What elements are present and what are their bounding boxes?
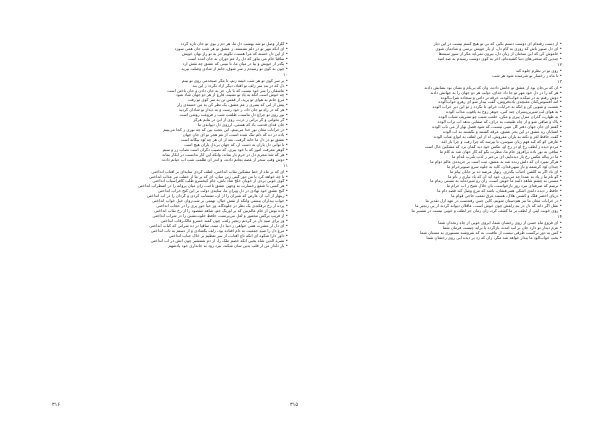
verse-line: • خاموش کن که این سخنان از زبانِ دل، بیرون نمی‌آید مگر از سوزِ سینه‌ها — [438, 51, 562, 56]
verse-line: • از فریبِ نرگسِ مخمور و لعلِ می‌پرست، حافظِ خلوت‌نشین را در شراب انداختی — [152, 214, 288, 218]
verse-line: • چه خوش است آنکه به یادِ تو نشیند، فارغ از هر دو جهان شاد شود — [175, 93, 288, 98]
verse-line: • مرغِ جانم به هوای تو پرید، از قفسِ تن به سرِ کوی تو رفت — [187, 98, 288, 103]
verse-line: • هرگز نمیرد آن که دلش زنده شد به عشق، ثبت است بر جریده‌ی عالم دوامِ ما — [430, 159, 562, 164]
verse-line: • وز برای صیدِ دل در گردنم زنجیرِ زلف، چون کمند خسروِ مالک‌رقاب انداختی — [160, 218, 288, 223]
verse-line: • باده در ده که دلم تنگ شده است، از غمِ هجرِ تو ای جانِ جهان — [182, 132, 288, 137]
verse-line: • داورِ دارا شکوه ای آنکه تاجِ آفتاب، از سرِ تعظیم بر خاکِ جناب انداختی — [168, 233, 288, 238]
verse-line: • دوش رفتم به درِ میکده خواب‌آلوده، خرقه تر دامن و سجاده شراب‌آلوده — [440, 95, 562, 100]
verse-line: • مستی به چشمِ شاهدِ دلبندِ ما خوش است، زان رو سپرده‌اند به مستی زمامِ ما — [430, 179, 562, 184]
verse-line: • باده نوش از جامِ عالم‌بین که بر اورنگِ جم، شاهدِ مقصود را از رخ نقاب انداختی — [154, 209, 288, 214]
verse-line: • چندان بُوَد کرشمه و نازِ سهی‌قدان، کاید به جلوه سروِ صنوبرخرامِ ما — [446, 164, 562, 169]
verse-line: • به هوای لبِ شیرین‌پسران چند کنی، جوهرِ روح به یاقوتِ مذاب آلوده — [446, 110, 562, 115]
verse-line: • ما در پیاله عکسِ رخِ یار دیده‌ایم، ای بی‌خبر ز لذتِ شُربِ مُدامِ ما — [452, 154, 562, 159]
verse-line: • بگذر از خویش و بیا در میانِ ما، تا ببینی که عشق چه نقش آرد — [182, 61, 288, 66]
right-page-number: ۳۱۵ — [290, 402, 299, 408]
verse-line: • شست و شویی کن و آنگه به خرابات خرام، تا نگردد ز تو این دیرِ خراب آلوده — [432, 105, 562, 110]
verse-line: • گو نامِ ما ز یاد به عمدا چه می‌بری، خود آید آن که یاد نیاری ز نامِ ما — [448, 174, 562, 179]
verse-line: • روی تو در نظرم جلوه کند — [515, 68, 562, 73]
verse-line: • مرغِ دل را صیدِ جمعیت به دام افتاده بود، زلف بگشادی و از دستم به تاب انداختی — [150, 228, 288, 233]
verse-line: • تا ماه ز رخسارِ تو شرمنده شود هر شب — [492, 73, 562, 78]
verse-line: • عقل اگر داند که دل در بندِ زلفش چون خوش است، عاقلان دیوانه گردند از پیِ زنجیرِ ما — [415, 204, 562, 209]
verse-line: • گوهرِ معرفت آموز که با خود ببری، که نصیبِ دگران است نصابِ زر و سیم — [162, 147, 288, 152]
verse-line: • گلزارِ وصلِ تو شد بهشتِ دلِ ما، هر دم ز بوی تو جان تازه گردد — [180, 42, 288, 46]
verse-section — [326, 79, 562, 214]
verse-line: • بر سرِ کوی تو هر شب خیمه زنم، تا مگر صبحدمی روی تو بینم — [181, 78, 288, 83]
verse-line: • ای که بر ماه از خطِ مشکین نقاب انداختی، لطف کردی سایه‌ای بر آفتاب انداختی — [151, 169, 288, 174]
verse-section — [326, 42, 562, 62]
verse-line: • آمد افسوس‌کنان مغبچه‌ی باده‌فروش، گفت بیدار شو ای رهروِ خواب‌آلوده — [438, 100, 562, 105]
verse-line: • چندین که سختی‌های دنیا کشیده‌ام، آخر به کوی دوست رسیدم به صد امید — [437, 56, 562, 61]
verse-line: • گوی خوبی بردی از خوبانِ خلخ شاد باش، جامِ کیخسرو طلب کافراسیاب انداختی — [152, 179, 288, 184]
verse-line: • عاشقان را سرِ خود نیست که با یار، جز به جان دادن و جان باختن است — [167, 88, 288, 93]
verse-line: • از این دلِ خسته که مرا هست، نگویم جز به تو راز نهانِ خویش — [181, 51, 288, 56]
verse-line: • پرده از رخ برفکندی یک نظر در جلوه‌گاه، وز حیا حورِ پری را در حجاب انداختی — [156, 204, 288, 209]
verse-line: • هر که را در دلِ خود مهرِ تو جا داد خدای، دولتِ هر دو جهان را به جهانش دادند — [430, 90, 562, 95]
verse-line: • عزمِ دیدارِ تو دارد جانِ بر لب آمده، بازگردد یا برآید چیست فرمانِ شما — [442, 225, 562, 230]
verse-line: • چون به کوی تو رسیدم ز سرِ شوق، جانم از شادیِ وصلت بپرید — [181, 66, 288, 71]
verse-line: • روی خوبت آیتی از لطف بر ما کشف کرد، زان زمان جز لطف و خوبی نیست در تفسیرِ ما — [411, 209, 562, 214]
verse-line: • ای دل صبور باش که روزی به کامِ دل، از یار خویش برسی و شادمان شوی — [435, 46, 562, 51]
right-page — [326, 42, 562, 392]
verse-line: • هر که در راهِ تو جان داد، ز خود رست و به دیدارِ تو شادان گردید — [178, 108, 288, 113]
verse-line: • تا توانی دلِ یاران به دست آر، که جهان بی‌دلِ یاران هیچ است — [184, 142, 288, 147]
verse-line: • ای آنکه مهرِ تو در دلم نشسته، ز عشقِ تو هر شب جان همی سوزد — [174, 46, 288, 51]
verse-line: • دوش وقتِ سحر از غصه نجاتم دادند، و اندر آن ظلمتِ شب آبِ حیاتم دادند — [161, 157, 288, 162]
verse-line: • به طهارت گذران منزلِ پیری و مکن، خلعتِ شیب چو تشریفِ شباب آلوده — [438, 115, 562, 120]
verse-section — [52, 42, 288, 72]
left-page — [52, 42, 288, 392]
verse-line: • ای فروغِ ماهِ حسن از روی رخشانِ شما، آبروی خوبی از چاهِ زنخدانِ شما — [438, 221, 562, 225]
verse-section — [326, 214, 562, 241]
verse-line: • پیش از آنی که بمیری ز غمِ عشق، یک نظر کن به منِ خسته‌ی زار — [177, 103, 288, 108]
verse-line: • کس به دورِ نرگست طَرفی نبست از عافیت، به که نفروشند مستوری به مستانِ شما — [420, 230, 562, 235]
verse-section — [326, 62, 562, 79]
verse-line: • گر بخوانی و گر برانی ز درت، روی از این در نتابم هرگز — [193, 118, 288, 123]
section-number: ۱۱ — [283, 163, 288, 169]
section-number: ۱۴ — [557, 215, 562, 220]
section-number: ۱۰ — [283, 72, 288, 78]
verse-line: • در خرابات مغان ما نیز هم‌دستان شویم، کاین چنین رفته‌ست در عهدِ ازل تقدیرِ ما — [425, 199, 562, 204]
verse-line: • عشقِ تو در دلِ ما خانه گرفت، بعد از آن هر چه بُوَد بیگانه است — [180, 137, 288, 142]
verse-line: • نورِ روی تو چراغِ دلِ ماست، ظلمتِ شب ز فروغت روشن است — [179, 113, 288, 118]
verse-line: • دریای اخضرِ فلک و کشتیِ هلال، هستند غرقِ نعمتِ حاجی قوامِ ما — [451, 194, 562, 199]
verse-line: • حافظ ز دیده دانه‌ی اشکی همی‌فشان، باشد که مرغِ وصل کند قصدِ دامِ ما — [437, 189, 562, 194]
verse-section — [52, 72, 288, 163]
verse-line: • گفتم ای جانِ جهان دفترِ گل عیبی نیست، که شود فصلِ بهار از میِ ناب آلوده — [432, 125, 562, 130]
verse-line: • جان فدای قدمت باد که هستی، آرزوی دلِ دیوانه‌ی ما — [197, 123, 288, 128]
verse-line: • پاک و صافی شو و از چاهِ طبیعت به درآی، که صفایی ندهد آبِ تراب آلوده — [437, 120, 562, 125]
verse-line: • ساقیا جامِ می بیاور که دل را، غمِ دوران به جان آمده است — [187, 56, 288, 61]
verse-line: • هر کسی با شمعِ رخسارت به وجهی عشق باخت، زان میان پروانه را در اضطراب انداختی — [137, 184, 288, 189]
section-number: ۱۲ — [557, 62, 562, 68]
verse-line: • ای باد اگر به گلشنِ احباب بگذری، زنهار عرضه ده بر جانان پیامِ ما — [449, 169, 562, 174]
verse-line: • دل که در بندِ سرِ زلفِ تو افتاد، دیگر آزاد نگردد ز این بند — [192, 83, 288, 88]
verse-line: • گفت حافظ لغز و نکته به یاران مفروش، آه از این لطف به انواعِ عتاب آلوده — [433, 135, 562, 139]
verse-line: • یارِ دلدارِ من ار قلب بدین سان شکند، ببرد زود به جانداری خود پادشهم — [168, 243, 288, 248]
verse-section — [52, 163, 288, 249]
verse-line: • ساقی به نورِ باده برافروز جامِ ما، مطرب بگو که کارِ جهان شد به کامِ ما — [439, 149, 562, 154]
verse-line: • آن که بی‌جان بود از عشق تو جانش دادند، وان که بی‌نام و نشان بود نشانش دادند — [424, 85, 562, 90]
left-page-number: ۳۱۶ — [52, 402, 61, 408]
verse-line: • خوابِ بیداران ببستی وانگه از نقشِ خیال، تهمتی بر شب‌روانِ خیلِ خواب انداختی — [151, 199, 288, 204]
verse-line: • گنجِ عشقِ خود نهادی در دلِ ویرانِ ما، سایه‌ی دولت بر این کنجِ خراب انداختی — [157, 189, 288, 194]
verse-line: • از دست رفته‌ام ای دوست دستم بگیر، که بی تو هیچ کسم نیست در این دیار — [433, 42, 562, 46]
verse-line: • زینهار از آبِ آن عارض که شیران را از آن، تشنه‌لب کردی و گردان را در آب انداختی — [146, 194, 288, 199]
verse-line: • نصرة الدین شاه یحیی آنکه خصمِ ملک را، از دمِ شمشیرِ چون آتش در آب انداختی — [150, 238, 288, 243]
verse-line: • در خرابات مغان نورِ خدا می‌بینم، این عجب بین که چه نوری ز کجا می‌بینم — [163, 128, 288, 132]
verse-line: • ای دل ار عشرت همی خواهی ز دنیا دل مبند، ساقیا در ده شرابی که کباب انداختی — [149, 223, 288, 228]
verse-line: • عارفی کو که کند فهمِ زبانِ سوسن، تا بپرسد که چرا رفت و چرا باز آمد — [441, 139, 562, 144]
verse-line: • مردمِ دیده ز لطفِ رخِ او در رخِ او، عکسِ خود دید گمان برد که مشکین خال است — [424, 144, 562, 149]
verse-line: • ترسم که صرفه‌ای نبرد روزِ بازخواست، نانِ حلالِ شیخ ز آبِ حرامِ ما — [446, 184, 562, 189]
verse-line: • آشنایانِ رهِ عشق در این بحرِ عمیق، غرقه گشتند و نگشتند به آب آلوده — [442, 130, 562, 135]
verse-line: • بختِ خواب‌آلودِ ما بیدار خواهد شد مگر، زان که زد بر دیده آبی روی رخشانِ شما — [426, 235, 562, 240]
verse-line: • تا چه خواهد کرد با من دورِ گیتی زین میان، ای که بر ما از خطت تیرِ عذاب انداختی — [149, 174, 288, 179]
section-number: ۱۳ — [557, 79, 562, 85]
verse-line: • هر که شد محرمِ دل در حرمِ یار بماند، وانکه این کار ندانست در انکار بماند — [162, 152, 288, 157]
